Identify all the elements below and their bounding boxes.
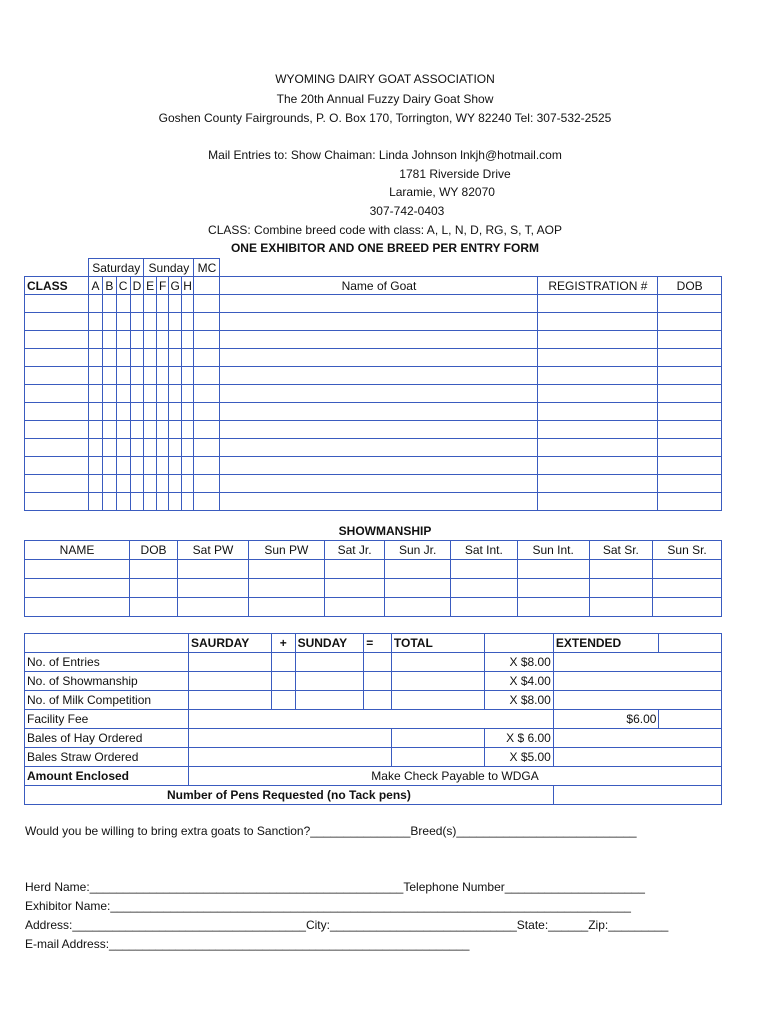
show-col-sat-sr: Sat Sr. (589, 541, 653, 560)
venue: Goshen County Fairgrounds, P. O. Box 170, Torrington, WY 82240 Tel: 307-532-2525 (158, 111, 612, 125)
show-col-dob: DOB (130, 541, 178, 560)
table-row (25, 385, 722, 403)
class-header: CLASS (25, 277, 89, 295)
table-row (25, 493, 722, 511)
plus-sign: + (272, 634, 296, 653)
table-row (25, 672, 722, 691)
mc-header: MC (194, 259, 220, 277)
hay-label: Bales of Hay Ordered (25, 729, 189, 748)
table-row (25, 710, 722, 729)
address-line2: Laramie, WY 82070 (389, 185, 495, 199)
show-col-name: NAME (25, 541, 130, 560)
table-row (25, 457, 722, 475)
exhibitor-line: Exhibitor Name:______________________________________________________________________________ (25, 899, 631, 913)
straw-label: Bales Straw Ordered (25, 748, 189, 767)
table-row (25, 475, 722, 493)
table-row (25, 349, 722, 367)
col-b: B (102, 277, 116, 295)
showmanship-label: No. of Showmanship (25, 672, 189, 691)
address-line1: 1781 Riverside Drive (399, 167, 511, 181)
showmanship-title: SHOWMANSHIP (338, 524, 432, 538)
show-col-sun-int: Sun Int. (517, 541, 589, 560)
showmanship-price: X $4.00 (485, 672, 554, 691)
saturday-col: SAURDAY (189, 634, 272, 653)
email-line: E-mail Address:______________________________________________________ (25, 937, 470, 951)
saturday-header: Saturday (89, 259, 144, 277)
table-row (25, 579, 722, 598)
entry-rule: ONE EXHIBITOR AND ONE BREED PER ENTRY FORM (230, 241, 540, 255)
table-row (25, 691, 722, 710)
entry-table (24, 258, 722, 511)
amount-label: Amount Enclosed (25, 767, 189, 786)
col-f: F (156, 277, 169, 295)
facility-label: Facility Fee (25, 710, 189, 729)
table-row (25, 421, 722, 439)
table-row (25, 295, 722, 313)
mail-to: Mail Entries to: Show Chaiman: Linda Johnson lnkjh@hotmail.com (208, 148, 562, 162)
col-h: H (183, 278, 192, 293)
show-col-sat-pw: Sat PW (178, 541, 249, 560)
entries-price: X $8.00 (485, 653, 554, 672)
table-row (25, 767, 722, 786)
extended-col: EXTENDED (553, 634, 659, 653)
show-title: The 20th Annual Fuzzy Dairy Goat Show (276, 92, 494, 106)
facility-amount: $6.00 (553, 710, 659, 729)
col-a: A (89, 277, 103, 295)
phone: 307-742-0403 (369, 204, 445, 218)
col-d: D (130, 277, 144, 295)
table-row (25, 331, 722, 349)
sunday-header: Sunday (144, 259, 194, 277)
entries-label: No. of Entries (25, 653, 189, 672)
sanction-line: Would you be willing to bring extra goats to Sanction?_______________Breed(s)___________________________ (25, 824, 637, 838)
pens-label: Number of Pens Requested (no Tack pens) (25, 786, 554, 805)
equals-sign: = (364, 634, 392, 653)
fees-table (24, 633, 722, 805)
table-row (25, 653, 722, 672)
table-row (25, 439, 722, 457)
show-col-sat-int: Sat Int. (450, 541, 517, 560)
org-title: WYOMING DAIRY GOAT ASSOCIATION (275, 72, 495, 86)
show-col-sun-jr: Sun Jr. (385, 541, 451, 560)
milk-label: No. of Milk Competition (25, 691, 189, 710)
table-row (25, 403, 722, 421)
col-g: G (170, 278, 180, 293)
showmanship-table (24, 540, 722, 617)
table-row (25, 729, 722, 748)
hay-price: X $ 6.00 (485, 729, 554, 748)
col-e: E (144, 277, 157, 295)
straw-price: X $5.00 (485, 748, 554, 767)
col-c: C (116, 277, 130, 295)
table-row (25, 313, 722, 331)
goat-name-header: Name of Goat (220, 277, 538, 295)
table-row (25, 367, 722, 385)
total-col: TOTAL (391, 634, 484, 653)
class-note: CLASS: Combine breed code with class: A, L, N, D, RG, S, T, AOP (208, 223, 562, 237)
registration-header: REGISTRATION # (538, 277, 658, 295)
table-row (25, 560, 722, 579)
milk-price: X $8.00 (485, 691, 554, 710)
show-col-sun-pw: Sun PW (248, 541, 324, 560)
payable-note: Make Check Payable to WDGA (189, 767, 722, 786)
table-row (25, 748, 722, 767)
address-line: Address:___________________________________City:____________________________State:______Zip:_________ (25, 918, 669, 932)
dob-header: DOB (658, 277, 722, 295)
table-row (25, 598, 722, 617)
herd-line: Herd Name:_______________________________________________Telephone Number_____________________ (25, 880, 645, 894)
sunday-col: SUNDAY (295, 634, 364, 653)
table-row (25, 786, 722, 805)
show-col-sat-jr: Sat Jr. (324, 541, 384, 560)
show-col-sun-sr: Sun Sr. (653, 541, 722, 560)
